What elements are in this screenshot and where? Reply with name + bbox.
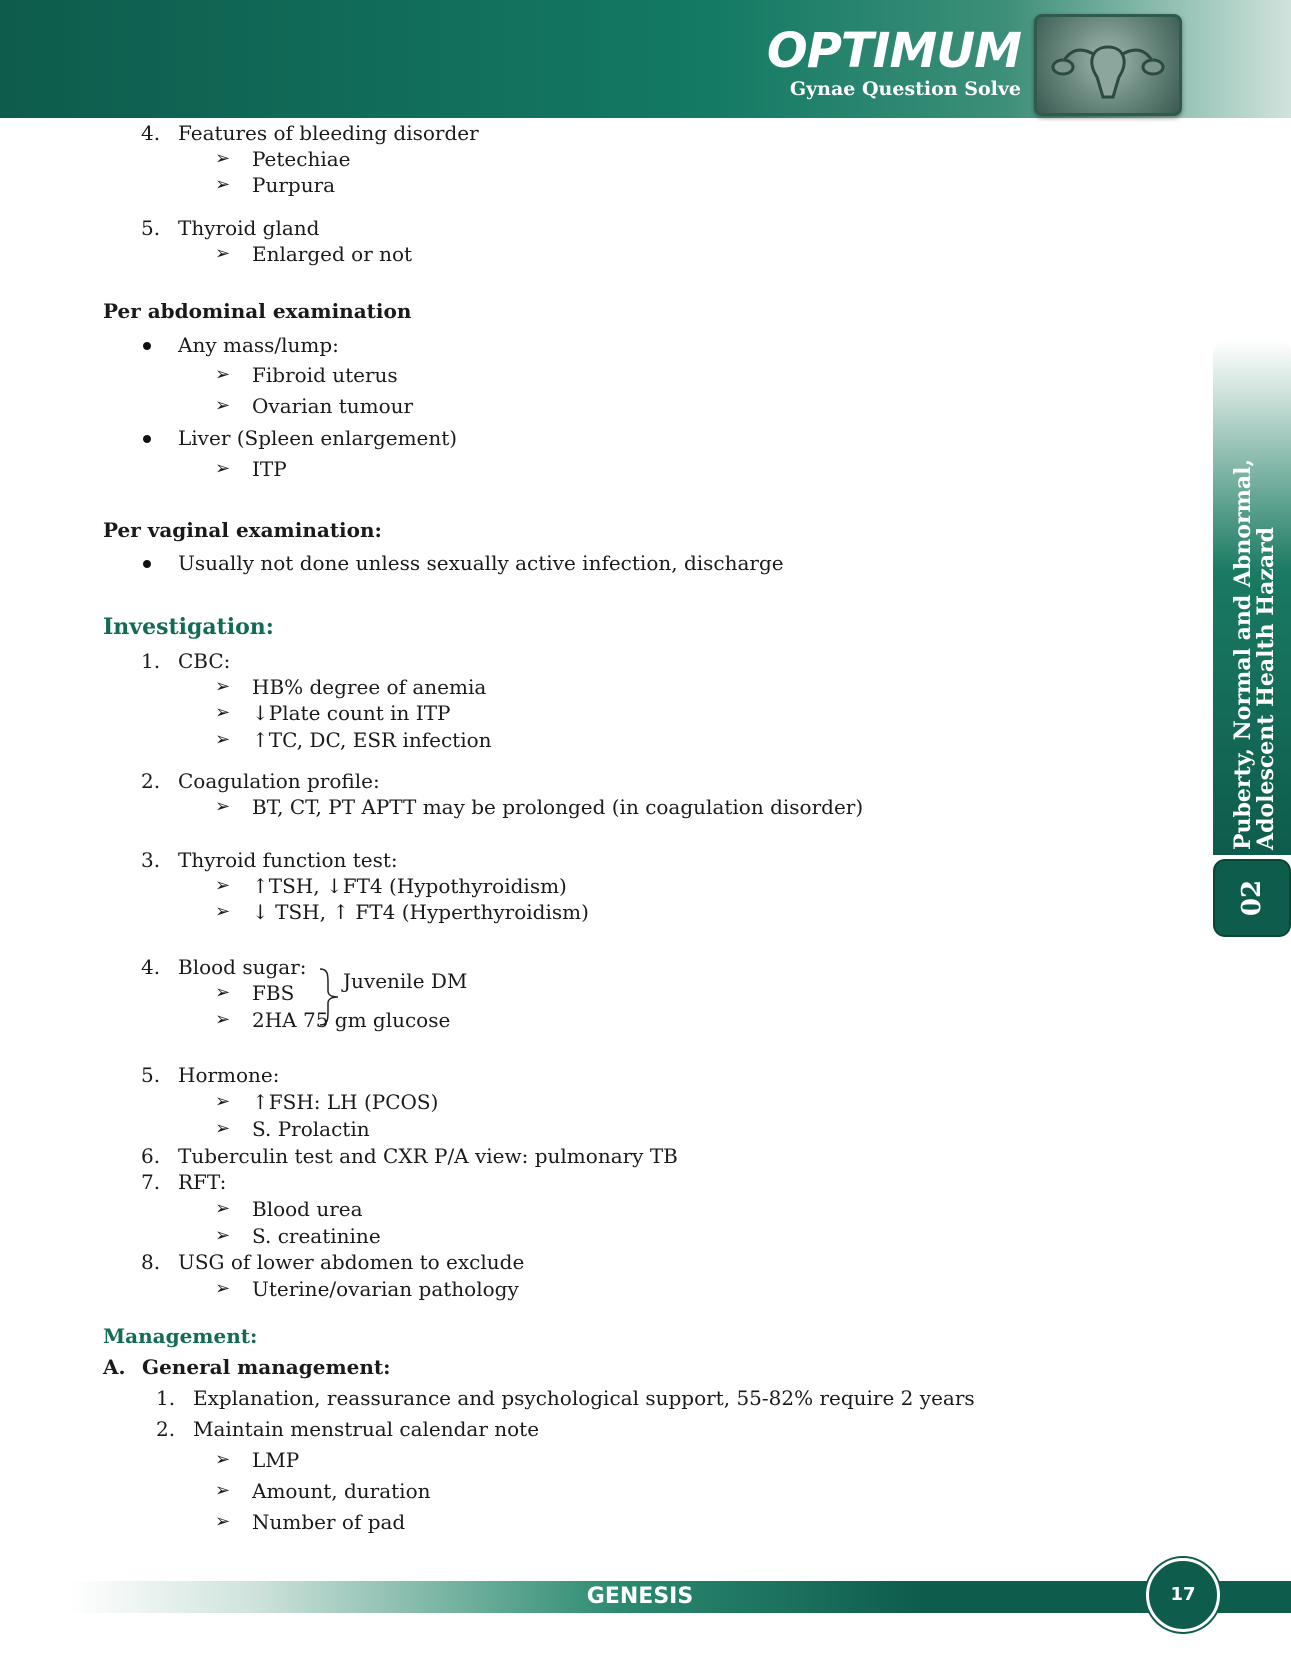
list-item-title: Coagulation profile: (178, 769, 380, 793)
chapter-title-line2: Adolescent Health Hazard (1253, 526, 1279, 850)
section-heading-investigation: Investigation: (103, 614, 274, 640)
list-point: Fibroid uterus (252, 363, 398, 387)
arrow-bullet-icon: ➢ (215, 1009, 231, 1030)
list-item-title: Thyroid function test: (178, 848, 398, 872)
brand (766, 23, 1021, 100)
arrow-bullet-icon: ➢ (215, 1449, 231, 1470)
chapter-title-line1: Puberty, Normal and Abnormal, (1230, 458, 1256, 850)
page-number: 17 (1170, 1584, 1196, 1605)
list-item-title: RFT: (178, 1170, 227, 1194)
arrow-bullet-icon: ➢ (215, 148, 231, 169)
bullet-dot-icon (143, 342, 151, 350)
list-item-title: Blood sugar: (178, 955, 307, 979)
list-point: ↑TC, DC, ESR infection (252, 728, 492, 752)
chapter-number-badge (1213, 859, 1291, 937)
list-item-title: USG of lower abdomen to exclude (178, 1250, 525, 1274)
page-number-badge (1146, 1558, 1220, 1632)
arrow-bullet-icon: ➢ (215, 796, 231, 817)
bullet-text: Any mass/lump: (178, 333, 339, 357)
arrow-bullet-icon: ➢ (215, 1118, 231, 1139)
bullet-text: Usually not done unless sexually active infection, discharge (178, 551, 784, 575)
arrow-bullet-icon: ➢ (215, 1225, 231, 1246)
list-point: S. creatinine (252, 1224, 381, 1248)
arrow-bullet-icon: ➢ (215, 676, 231, 697)
list-item-title: Thyroid gland (178, 216, 320, 240)
brace-note: Juvenile DM (343, 969, 468, 993)
bullet-text: Liver (Spleen enlargement) (178, 426, 458, 450)
list-item-title: Features of bleeding disorder (178, 121, 479, 145)
list-point: Blood urea (252, 1197, 363, 1221)
list-number: 1. (141, 649, 161, 673)
arrow-bullet-icon: ➢ (215, 364, 231, 385)
list-number: 3. (141, 848, 161, 872)
list-item-title: CBC: (178, 649, 231, 673)
arrow-bullet-icon: ➢ (215, 875, 231, 896)
list-point: Number of pad (252, 1510, 406, 1534)
arrow-bullet-icon: ➢ (215, 1511, 231, 1532)
uterus-illustration-icon (1034, 14, 1182, 116)
list-item-text: Explanation, reassurance and psychological support, 55-82% require 2 years (193, 1386, 975, 1410)
list-number: 5. (141, 1063, 161, 1087)
list-number: 2. (156, 1417, 176, 1441)
arrow-bullet-icon: ➢ (215, 458, 231, 479)
list-item-title: Tuberculin test and CXR P/A view: pulmonary TB (178, 1144, 678, 1168)
list-number: 2. (141, 769, 161, 793)
list-point: ↑FSH: LH (PCOS) (252, 1090, 439, 1114)
bullet-dot-icon (143, 560, 151, 568)
list-item-text: Maintain menstrual calendar note (193, 1417, 540, 1441)
list-number: 4. (141, 955, 161, 979)
arrow-bullet-icon: ➢ (215, 174, 231, 195)
arrow-bullet-icon: ➢ (215, 1198, 231, 1219)
section-heading: Per vaginal examination: (103, 518, 382, 542)
section-heading: Per abdominal examination (103, 299, 412, 323)
brand-subtitle: Gynae Question Solve (789, 78, 1021, 100)
list-point: FBS (252, 981, 295, 1005)
arrow-bullet-icon: ➢ (215, 729, 231, 750)
list-item-title: Hormone: (178, 1063, 280, 1087)
arrow-bullet-icon: ➢ (215, 702, 231, 723)
arrow-bullet-icon: ➢ (215, 1091, 231, 1112)
list-point: Amount, duration (252, 1479, 431, 1503)
arrow-bullet-icon: ➢ (215, 982, 231, 1003)
chapter-title (1216, 440, 1286, 850)
list-number: 6. (141, 1144, 161, 1168)
list-number: 5. (141, 216, 161, 240)
subsection-heading: General management: (142, 1355, 391, 1379)
arrow-bullet-icon: ➢ (215, 395, 231, 416)
chapter-number: 02 (1237, 879, 1267, 917)
list-point: ITP (252, 457, 287, 481)
list-number: 8. (141, 1250, 161, 1274)
list-point: S. Prolactin (252, 1117, 370, 1141)
list-point: Purpura (252, 173, 336, 197)
arrow-bullet-icon: ➢ (215, 901, 231, 922)
footer-brand: GENESIS (586, 1584, 694, 1609)
bullet-dot-icon (143, 435, 151, 443)
list-point: BT, CT, PT APTT may be prolonged (in coagulation disorder) (252, 795, 864, 819)
list-point: LMP (252, 1448, 300, 1472)
list-point: Uterine/ovarian pathology (252, 1277, 519, 1301)
list-number: 4. (141, 121, 161, 145)
list-point: ↑TSH, ↓FT4 (Hypothyroidism) (252, 874, 567, 898)
list-point: Enlarged or not (252, 242, 413, 266)
list-number: 7. (141, 1170, 161, 1194)
section-heading-management: Management: (103, 1324, 258, 1348)
list-point: Petechiae (252, 147, 351, 171)
page-header (0, 0, 1291, 118)
list-point: HB% degree of anemia (252, 675, 487, 699)
list-point: ↓ TSH, ↑ FT4 (Hyperthyroidism) (252, 900, 589, 924)
list-number: 1. (156, 1386, 176, 1410)
list-point: Ovarian tumour (252, 394, 414, 418)
arrow-bullet-icon: ➢ (215, 1480, 231, 1501)
list-point: ↓Plate count in ITP (252, 701, 451, 725)
arrow-bullet-icon: ➢ (215, 243, 231, 264)
section-letter: A. (103, 1355, 126, 1379)
list-point: 2HA 75 gm glucose (252, 1008, 451, 1032)
arrow-bullet-icon: ➢ (215, 1278, 231, 1299)
brand-title: OPTIMUM (766, 23, 1021, 79)
